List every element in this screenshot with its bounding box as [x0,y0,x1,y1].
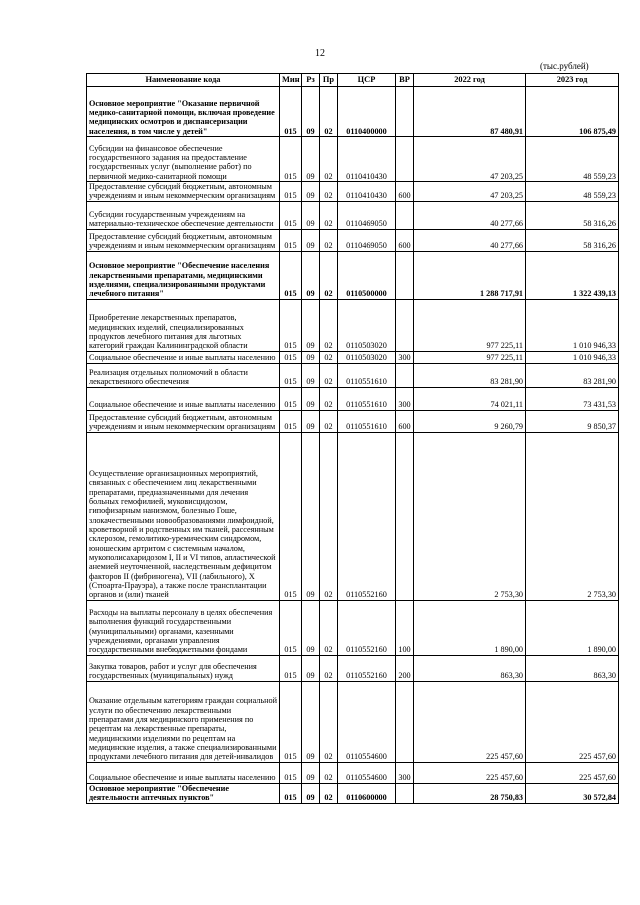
row-pr: 02 [320,251,338,299]
row-2023-value: 225 457,60 [526,762,619,783]
row-2022-value: 40 277,66 [414,201,526,229]
row-2023-value: 1 890,00 [526,600,619,655]
table-row [87,363,619,387]
row-name: Оказание отдельным категориям граждан социальной услуги по обеспечению лекарственными препаратами для медицинского применения по рецептам на лекарственные препараты, медицинскими изделиями по рецептам на медицинские изделия, а также специализированными продуктами лечебного питания для детей-инвалидов [87,681,280,762]
row-2022-value: 1 890,00 [414,600,526,655]
row-2022-value: 47 203,25 [414,137,526,182]
row-rz: 09 [302,783,320,803]
row-min: 015 [280,363,302,387]
row-2023-value: 1 010 946,33 [526,351,619,363]
header-csr: ЦСР [338,74,396,87]
row-vr [396,363,414,387]
row-2022-value: 2 753,30 [414,432,526,600]
row-2023-value: 106 875,49 [526,87,619,137]
row-2023-value: 1 322 439,13 [526,251,619,299]
header-name: Наименование кода [87,74,280,87]
row-2022-value: 225 457,60 [414,762,526,783]
row-min: 015 [280,655,302,681]
row-vr: 200 [396,655,414,681]
row-vr [396,432,414,600]
row-rz: 09 [302,87,320,137]
table-body [87,87,619,804]
row-vr: 300 [396,762,414,783]
row-2023-value: 48 559,23 [526,182,619,202]
row-min: 015 [280,432,302,600]
row-2023-value: 9 850,37 [526,410,619,432]
row-rz: 09 [302,363,320,387]
row-csr: 0110552160 [338,600,396,655]
row-vr: 100 [396,600,414,655]
row-2023-value: 30 572,84 [526,783,619,803]
header-pr: Пр [320,74,338,87]
row-vr [396,201,414,229]
table-row [87,299,619,351]
row-2023-value: 58 316,26 [526,229,619,251]
row-csr: 0110554600 [338,762,396,783]
row-2023-value: 1 010 946,33 [526,299,619,351]
row-csr: 0110552160 [338,432,396,600]
row-vr [396,783,414,803]
page-number: 12 [315,48,325,59]
row-vr [396,137,414,182]
row-min: 015 [280,229,302,251]
row-name: Предоставление субсидий бюджетным, автономным учреждениям и иным некоммерческим организациям [87,410,280,432]
row-2022-value: 977 225,11 [414,299,526,351]
table-row [87,351,619,363]
table-row [87,600,619,655]
row-pr: 02 [320,762,338,783]
row-vr [396,251,414,299]
row-vr [396,299,414,351]
row-2023-value: 863,30 [526,655,619,681]
row-2022-value: 977 225,11 [414,351,526,363]
row-rz: 09 [302,600,320,655]
row-csr: 0110600000 [338,783,396,803]
table-row [87,762,619,783]
row-2022-value: 1 288 717,91 [414,251,526,299]
row-min: 015 [280,600,302,655]
row-name: Приобретение лекарственных препаратов, медицинских изделий, специализированных продуктов лечебного питания для льготных категорий граждан Калининградской области [87,299,280,351]
row-name: Основное мероприятие "Обеспечение населения лекарственными препаратами, медицинскими изделиями, специализированными продуктами лечебного питания" [87,251,280,299]
row-rz: 09 [302,229,320,251]
row-min: 015 [280,783,302,803]
row-rz: 09 [302,387,320,410]
row-name: Предоставление субсидий бюджетным, автономным учреждениям и иным некоммерческим организациям [87,182,280,202]
row-2023-value: 2 753,30 [526,432,619,600]
row-2023-value: 58 316,26 [526,201,619,229]
row-min: 015 [280,410,302,432]
table-row [87,432,619,600]
budget-table [86,73,619,804]
row-2022-value: 225 457,60 [414,681,526,762]
table-row [87,201,619,229]
row-name: Расходы на выплаты персоналу в целях обеспечения выполнения функций государственными (муниципальными) органами, казенными учреждениями, органами управления государственными внебюджетными фондами [87,600,280,655]
row-name: Предоставление субсидий бюджетным, автономным учреждениям и иным некоммерческим организациям [87,229,280,251]
row-csr: 0110469050 [338,229,396,251]
row-name: Социальное обеспечение и иные выплаты населению [87,387,280,410]
row-rz: 09 [302,410,320,432]
row-2023-value: 73 431,53 [526,387,619,410]
row-name: Социальное обеспечение и иные выплаты населению [87,351,280,363]
table-row [87,655,619,681]
row-2023-value: 48 559,23 [526,137,619,182]
table-row [87,783,619,803]
table-row [87,387,619,410]
header-2023: 2023 год [526,74,619,87]
row-csr: 0110554600 [338,681,396,762]
row-csr: 0110400000 [338,87,396,137]
row-name: Закупка товаров, работ и услуг для обеспечения государственных (муниципальных) нужд [87,655,280,681]
table-row [87,229,619,251]
row-min: 015 [280,681,302,762]
row-pr: 02 [320,681,338,762]
row-2022-value: 28 750,83 [414,783,526,803]
table-row [87,137,619,182]
row-csr: 0110551610 [338,410,396,432]
row-csr: 0110500000 [338,251,396,299]
row-name: Осуществление организационных мероприятий, связанных с обеспечением лиц лекарственными препаратами, предназначенными для лечения больных гемофилией, муковисцидозом, гипофизарным нанизмом, болезнью Гоше, злокачественными новообразованиями лимфоидной, кроветворной и родственных им тканей, рассеянным склерозом, гемолитико-уремическим синдромом, юношеским артритом с системным началом, мукополисахаридозом I, II и VI типов, апластической анемией неуточненной, наследственным дефицитом факторов II (фибриногена), VII (лабильного), X (Стюарта-Прауэра), а также после трансплантации органов и (или) тканей [87,432,280,600]
row-vr: 600 [396,182,414,202]
header-vr: ВР [396,74,414,87]
row-vr [396,87,414,137]
row-name: Основное мероприятие "Обеспечение деятельности аптечных пунктов" [87,783,280,803]
row-name: Реализация отдельных полномочий в области лекарственного обеспечения [87,363,280,387]
row-min: 015 [280,201,302,229]
row-vr: 300 [396,387,414,410]
row-csr: 0110503020 [338,351,396,363]
row-pr: 02 [320,363,338,387]
row-pr: 02 [320,87,338,137]
row-csr: 0110551610 [338,363,396,387]
row-csr: 0110410430 [338,182,396,202]
row-rz: 09 [302,251,320,299]
row-name: Субсидии государственным учреждениям на материально-техническое обеспечение деятельности [87,201,280,229]
table-row [87,410,619,432]
row-pr: 02 [320,655,338,681]
row-min: 015 [280,762,302,783]
row-min: 015 [280,351,302,363]
row-2022-value: 83 281,90 [414,363,526,387]
row-2022-value: 863,30 [414,655,526,681]
row-2023-value: 225 457,60 [526,681,619,762]
row-rz: 09 [302,299,320,351]
row-pr: 02 [320,783,338,803]
row-min: 015 [280,251,302,299]
row-csr: 0110551610 [338,387,396,410]
table-row [87,182,619,202]
row-rz: 09 [302,762,320,783]
row-2022-value: 74 021,11 [414,387,526,410]
row-2022-value: 87 480,91 [414,87,526,137]
row-csr: 0110503020 [338,299,396,351]
row-pr: 02 [320,201,338,229]
table-header-row [87,74,619,87]
row-pr: 02 [320,351,338,363]
row-pr: 02 [320,182,338,202]
row-pr: 02 [320,387,338,410]
header-rz: Рз [302,74,320,87]
row-name: Социальное обеспечение и иные выплаты населению [87,762,280,783]
row-rz: 09 [302,201,320,229]
row-name: Субсидии на финансовое обеспечение государственного задания на предоставление государственных услуг (выполнение работ) по первичной медико-санитарной помощи [87,137,280,182]
table-row [87,251,619,299]
row-rz: 09 [302,137,320,182]
row-min: 015 [280,299,302,351]
row-csr: 0110552160 [338,655,396,681]
row-vr [396,681,414,762]
row-pr: 02 [320,600,338,655]
table-row [87,87,619,137]
row-pr: 02 [320,299,338,351]
row-rz: 09 [302,681,320,762]
row-pr: 02 [320,410,338,432]
row-vr: 600 [396,229,414,251]
row-rz: 09 [302,351,320,363]
row-2022-value: 9 260,79 [414,410,526,432]
row-pr: 02 [320,432,338,600]
header-2022: 2022 год [414,74,526,87]
row-min: 015 [280,87,302,137]
row-name: Основное мероприятие "Оказание первичной медико-санитарной помощи, включая проведение медицинских осмотров и диспансеризации населения, в том числе у детей" [87,87,280,137]
row-min: 015 [280,387,302,410]
row-rz: 09 [302,655,320,681]
row-min: 015 [280,182,302,202]
row-2022-value: 40 277,66 [414,229,526,251]
row-rz: 09 [302,182,320,202]
units-label: (тыс.рублей) [540,61,589,71]
row-pr: 02 [320,137,338,182]
row-csr: 0110410430 [338,137,396,182]
row-csr: 0110469050 [338,201,396,229]
row-rz: 09 [302,432,320,600]
row-min: 015 [280,137,302,182]
row-2023-value: 83 281,90 [526,363,619,387]
row-vr: 600 [396,410,414,432]
row-2022-value: 47 203,25 [414,182,526,202]
table-row [87,681,619,762]
row-vr: 300 [396,351,414,363]
row-pr: 02 [320,229,338,251]
header-min: Мин [280,74,302,87]
